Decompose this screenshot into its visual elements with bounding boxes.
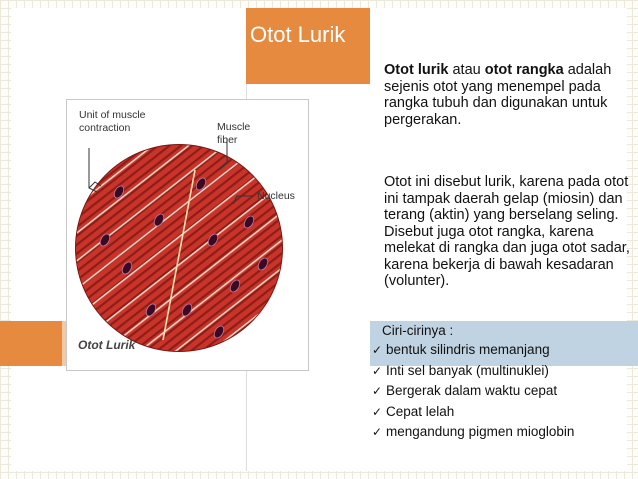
check-icon: ✓ [372,425,383,440]
list-item: ✓ bentuk silindris memanjang [372,340,634,360]
paragraph-explanation: Otot ini disebut lurik, karena pada otot ini tampak daerah gelap (miosin) dan terang (aktin) yang berselang seling. Disebut juga otot rangka, karena melekat di rangka dan juga otot sadar, karena bekerja di bawah kesadaran (volunter). [384,174,630,289]
check-icon: ✓ [372,343,383,358]
list-item: ✓ mengandung pigmen mioglobin [372,422,634,442]
diagram-caption: Otot Lurik [78,338,136,352]
check-icon: ✓ [372,404,383,419]
paragraph-text: atau [448,62,485,78]
label-muscle-fiber: Muscle fiber [217,121,251,146]
label-nucleus: Nucleus [257,190,295,202]
check-icon: ✓ [372,363,383,378]
leader-unit [89,148,97,192]
muscle-diagram [66,99,309,371]
characteristics-list [372,321,634,442]
accent-band-left [0,321,62,366]
label-unit-of-contraction: Unit of muscle contraction [79,109,146,134]
check-icon: ✓ [372,384,383,399]
paragraph-definition [384,62,634,128]
paragraph-text: adalah sejenis otot yang menempel pada rangka tubuh dan digunakan untuk pergerakan. [384,62,612,128]
slide-title: Otot Lurik [250,22,346,47]
list-item: ✓ Cepat lelah [372,402,634,422]
list-item: ✓ Bergerak dalam waktu cepat [372,381,634,401]
list-header: Ciri-cirinya : [382,323,454,338]
list-item: ✓ Inti sel banyak (multinuklei) [372,361,634,381]
term-otot-rangka: otot rangka [484,62,564,78]
term-otot-lurik: Otot lurik [384,62,449,78]
muscle-illustration [67,100,310,372]
